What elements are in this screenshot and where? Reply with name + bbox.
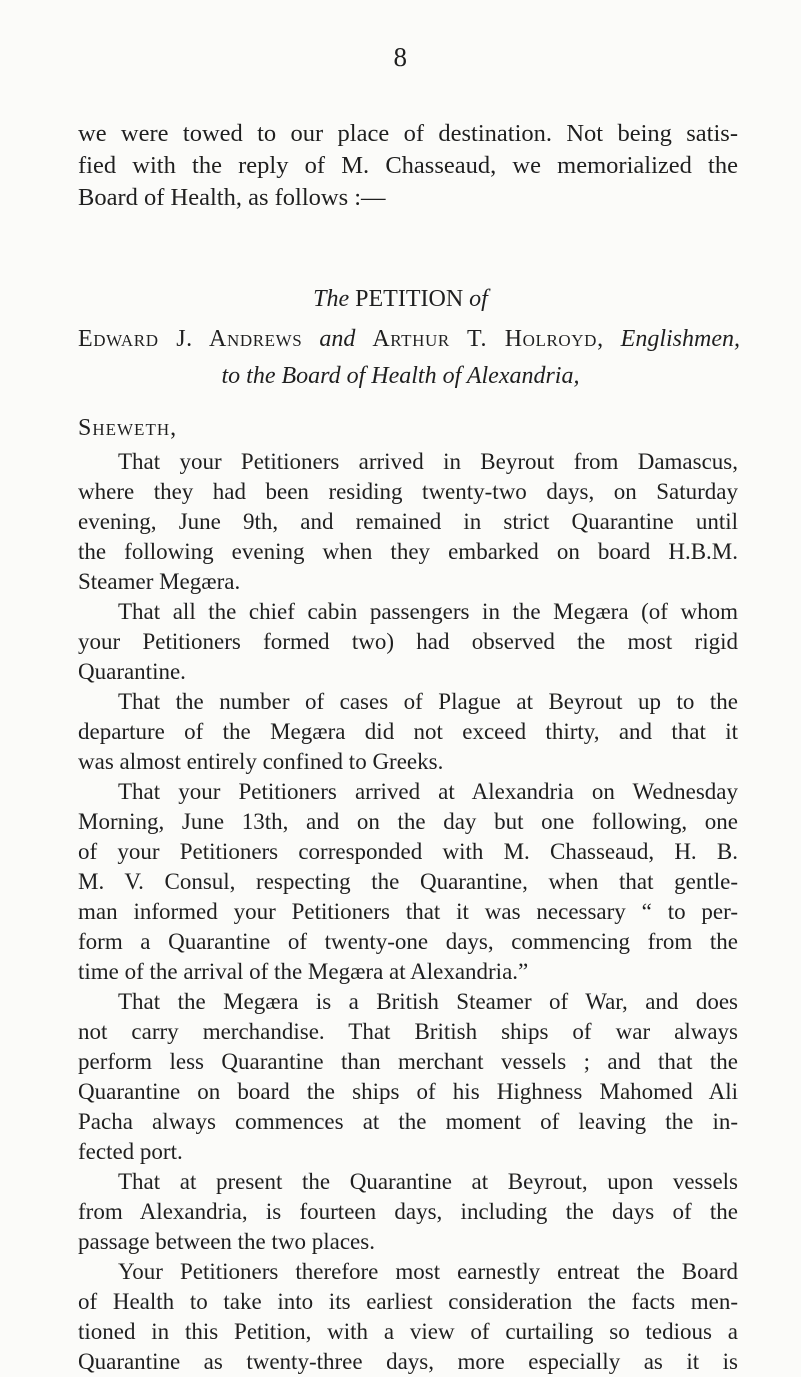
text-line: Your Petitioners therefore most earnestly entreat the Board xyxy=(118,1259,738,1284)
text-line: your Petitioners formed two) had observed the most rigid xyxy=(78,629,738,654)
title-suffix: of xyxy=(469,286,488,312)
conjunction: and xyxy=(319,326,356,352)
text-line: perform less Quarantine than merchant vessels ; and that the xyxy=(78,1049,738,1074)
petitioner-name-2: Arthur T. Holroyd, xyxy=(372,326,604,352)
petitioner-names xyxy=(78,324,740,354)
text-line: man informed your Petitioners that it was necessary “ to per- xyxy=(78,899,738,924)
text-line: Pacha always commences at the moment of leaving the in- xyxy=(78,1109,738,1134)
petition-title xyxy=(0,284,801,314)
text-line: Morning, June 13th, and on the day but one following, one xyxy=(78,809,738,834)
text-line: where they had been residing twenty-two days, on Saturday xyxy=(78,479,738,504)
text-line: That at present the Quarantine at Beyrout, upon vessels xyxy=(118,1169,738,1194)
title-prefix: The xyxy=(313,286,350,312)
text-line: of your Petitioners corresponded with M. Chasseaud, H. B. xyxy=(78,839,738,864)
text-line: the following evening when they embarked on board H.B.M. xyxy=(78,539,738,564)
nationality: Englishmen, xyxy=(620,326,740,352)
text-line: Quarantine as twenty-three days, more especially as it is xyxy=(78,1349,738,1374)
text-line: fected port. xyxy=(78,1139,183,1164)
text-line: we were towed to our place of destination. Not being satis- xyxy=(78,120,738,147)
text-line: fied with the reply of M. Chasseaud, we memorialized the xyxy=(78,152,738,179)
addressee-line: to the Board of Health of Alexandria, xyxy=(221,363,580,389)
text-line: Steamer Megæra. xyxy=(78,569,241,594)
text-line: form a Quarantine of twenty-one days, commencing from the xyxy=(78,929,738,954)
text-line: passage between the two places. xyxy=(78,1229,375,1254)
text-line: tioned in this Petition, with a view of curtailing so tedious a xyxy=(78,1319,738,1344)
page-number: 8 xyxy=(393,42,408,72)
text-line: from Alexandria, is fourteen days, including the days of the xyxy=(78,1199,738,1224)
sheweth-heading: Sheweth, xyxy=(78,415,178,441)
petitioner-name-1: Edward J. Andrews xyxy=(78,326,303,352)
text-line: Board of Health, as follows :— xyxy=(78,184,386,211)
text-line: M. V. Consul, respecting the Quarantine, when that gentle- xyxy=(78,869,738,894)
text-line: was almost entirely confined to Greeks. xyxy=(78,749,444,774)
intro-paragraph xyxy=(78,118,738,214)
text-line: That the number of cases of Plague at Beyrout up to the xyxy=(118,689,738,714)
text-line: Quarantine. xyxy=(78,659,186,684)
text-line: That the Megæra is a British Steamer of War, and does xyxy=(118,989,738,1014)
petition-body xyxy=(78,447,738,1377)
text-line: time of the arrival of the Megæra at Alexandria.” xyxy=(78,959,529,984)
text-line: evening, June 9th, and remained in strict Quarantine until xyxy=(78,509,738,534)
text-line: not carry merchandise. That British ships of war always xyxy=(78,1019,738,1044)
text-line: of Health to take into its earliest consideration the facts men- xyxy=(78,1289,738,1314)
title-main: PETITION xyxy=(355,286,464,312)
text-line: That all the chief cabin passengers in the Megæra (of whom xyxy=(118,599,738,624)
text-line: Quarantine on board the ships of his Highness Mahomed Ali xyxy=(78,1079,738,1104)
text-line: That your Petitioners arrived in Beyrout from Damascus, xyxy=(118,449,738,474)
text-line: departure of the Megæra did not exceed thirty, and that it xyxy=(78,719,738,744)
text-line: That your Petitioners arrived at Alexandria on Wednesday xyxy=(118,779,738,804)
